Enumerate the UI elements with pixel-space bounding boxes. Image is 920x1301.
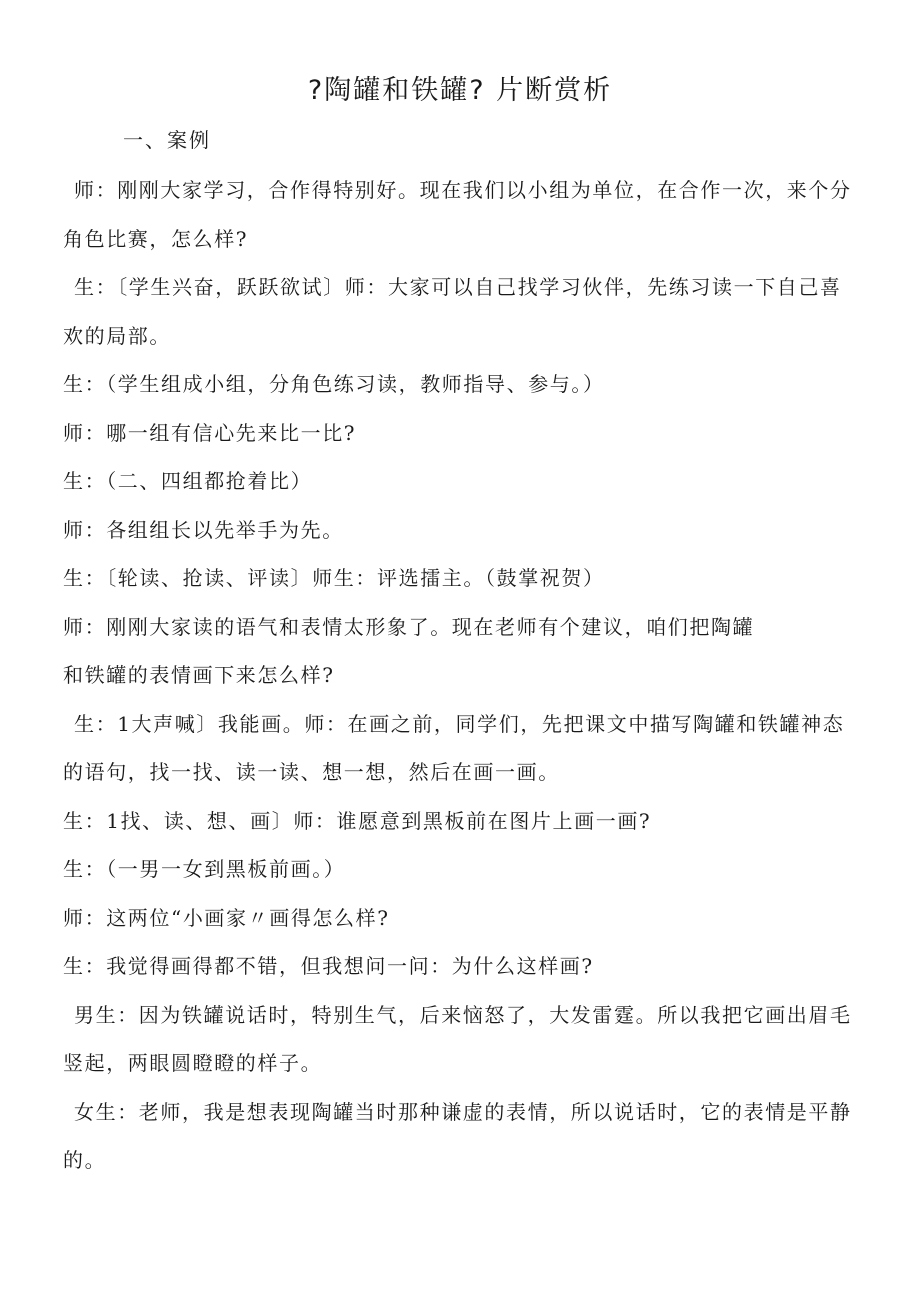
dialogue-paragraph: 生：（二、四组都抢着比） xyxy=(63,469,313,493)
dialogue-paragraph: 师：这两位“小画家〃画得怎么样? xyxy=(63,905,390,930)
dialogue-paragraph: 生：1找、读、想、画〕师：谁愿意到黑板前在图片上画一画? xyxy=(63,808,652,833)
dialogue-paragraph: 男生：因为铁罐说话时，特别生气，后来恼怒了，大发雷霆。所以我把它画出眉毛竖起，两眼圆瞪瞪的样子。 xyxy=(63,1002,852,1075)
document-body xyxy=(63,166,863,1185)
dialogue-paragraph: 师：哪一组有信心先来比一比? xyxy=(63,420,357,445)
dialogue-paragraph: 和铁罐的表情画下来怎么样? xyxy=(63,663,335,687)
dialogue-paragraph: 生：〔学生兴奋，跃跃欲试〕师：大家可以自己找学习伙伴，先练习读一下自己喜欢的局部。 xyxy=(63,275,842,348)
dialogue-paragraph: 生：（学生组成小组，分角色练习读，教师指导、参与。） xyxy=(63,372,605,396)
dialogue-paragraph: 生：1大声喊〕我能画。师：在画之前，同学们，先把课文中描写陶罐和铁罐神态的语句，找一找、读一读、想一想，然后在画一画。 xyxy=(63,711,845,784)
dialogue-paragraph: 师：刚刚大家读的语气和表情太形象了。现在老师有个建议，咱们把陶罐 xyxy=(63,614,755,639)
dialogue-paragraph: 生：（一男一女到黑板前画。） xyxy=(63,857,346,881)
dialogue-paragraph: 生：我觉得画得都不错，但我想问一问：为什么这样画? xyxy=(63,954,594,978)
dialogue-paragraph: 生：〔轮读、抢读、评读〕师生：评选擂主。（鼓掌祝贺） xyxy=(63,566,605,590)
section-heading: 一、案例 xyxy=(123,128,211,152)
document-title: ?陶罐和铁罐? 片断赏析 xyxy=(307,75,613,106)
dialogue-paragraph: 女生：老师，我是想表现陶罐当时那种谦虚的表情，所以说话时，它的表情是平静的。 xyxy=(63,1099,852,1172)
dialogue-paragraph: 师：各组组长以先举手为先。 xyxy=(63,517,344,542)
dialogue-paragraph: 师：刚刚大家学习，合作得特别好。现在我们以小组为单位，在合作一次，来个分角色比赛，怎么样? xyxy=(63,178,852,251)
